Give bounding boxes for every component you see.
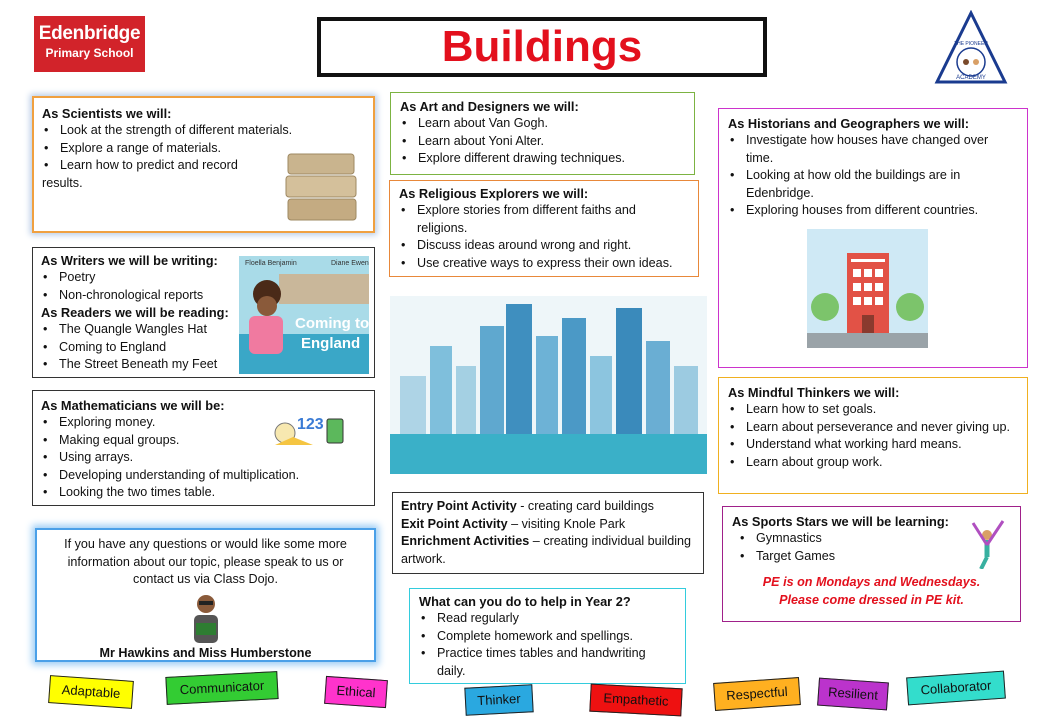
historians-box: [718, 108, 1028, 368]
list-item: • Learn how to predict and record: [42, 157, 365, 175]
value-tag-adaptable: [48, 675, 134, 709]
building-image: [807, 229, 928, 348]
list-item: • Read regularly: [419, 610, 676, 628]
page-title: Buildings: [317, 17, 767, 77]
list-item: • Coming to England: [41, 339, 366, 357]
writers-heading: As Writers we will be writing:: [41, 253, 218, 268]
list-item: • Learn about Van Gogh.: [400, 115, 685, 133]
list-item: • Developing understanding of multiplication.: [41, 467, 366, 485]
academy-logo-top-text: THE PIONEER: [954, 41, 988, 47]
school-logo-name: Edenbridge: [38, 23, 141, 44]
value-tag-label: Resilient: [827, 684, 879, 703]
list-item: • Explore different drawing techniques.: [400, 150, 685, 168]
religious-box: [389, 180, 699, 277]
book-illustrator: Diane Ewen: [331, 260, 369, 267]
enrich-text: – creating individual building artwork.: [401, 534, 692, 566]
list-item: • The Quangle Wangles Hat: [41, 321, 366, 339]
school-logo-subtitle: Primary School: [45, 46, 134, 60]
list-item: • Practice times tables and handwriting daily.: [419, 645, 676, 680]
value-tag-collaborator: [906, 671, 1006, 706]
list-item: • Understand what working hard means.: [728, 436, 1018, 454]
teacher-avatar: [186, 593, 226, 645]
list-item: • Looking the two times table.: [41, 484, 366, 502]
list-item: • Discuss ideas around wrong and right.: [399, 237, 689, 255]
book-author: Floella Benjamin: [245, 260, 297, 267]
list-item: • Poetry: [41, 269, 366, 287]
value-tag-label: Collaborator: [920, 677, 992, 698]
entry-activity: [401, 498, 695, 516]
academy-logo-bottom-text: ACADEMY: [956, 75, 986, 81]
math-tools-image: [273, 407, 345, 447]
list-item: • Exploring houses from different countries.: [728, 202, 1018, 220]
activities-box: [392, 492, 704, 574]
value-tag-label: Ethical: [336, 682, 377, 701]
enrichment-activity: [401, 533, 695, 568]
pe-notice-line1: PE is on Mondays and Wednesdays.: [762, 575, 981, 590]
questions-box: [35, 528, 376, 662]
list-item: • Looking at how old the buildings are in Edenbridge.: [728, 167, 1018, 202]
art-box: [390, 92, 695, 175]
mathematicians-box: [32, 390, 375, 506]
help-heading: What can you do to help in Year 2?: [419, 594, 631, 609]
list-item: • Learn about group work.: [728, 454, 1018, 472]
sports-heading: As Sports Stars we will be learning:: [732, 514, 949, 529]
historians-list: [728, 132, 1018, 220]
list-item: • Learn about perseverance and never giving up.: [728, 419, 1018, 437]
value-tag-thinker: [464, 684, 533, 716]
pe-notice-line2: Please come dressed in PE kit.: [779, 592, 964, 607]
value-tag-communicator: [165, 671, 278, 705]
value-tag-label: Adaptable: [61, 681, 121, 702]
list-item: • Explore stories from different faiths and religions.: [399, 202, 689, 237]
readers-heading: As Readers we will be reading:: [41, 305, 229, 321]
school-logo: [34, 16, 145, 72]
religious-list: [399, 202, 689, 272]
list-item: • Investigate how houses have changed over time.: [728, 132, 1018, 167]
academy-logo: [934, 10, 1008, 86]
value-tag-respectful: [713, 677, 801, 711]
book-title-line2: England: [301, 335, 361, 352]
art-list: [400, 115, 685, 168]
list-item: • Learn how to set goals.: [728, 401, 1018, 419]
exit-activity: [401, 516, 695, 534]
religious-heading: As Religious Explorers we will:: [399, 186, 589, 201]
city-skyline-image: [390, 296, 707, 474]
mindful-list: [728, 401, 1018, 471]
help-box: [409, 588, 686, 684]
mindful-heading: As Mindful Thinkers we will:: [728, 385, 900, 400]
list-item: • Making equal groups.: [41, 432, 366, 450]
help-list: [419, 610, 676, 680]
writers-box: [32, 247, 375, 378]
value-tag-label: Empathetic: [603, 690, 669, 709]
list-item: • The Street Beneath my Feet: [41, 356, 366, 374]
value-tag-resilient: [817, 678, 889, 711]
book-title-line1: Coming to: [295, 315, 369, 332]
list-item: • Exploring money.: [41, 414, 366, 432]
value-tag-label: Thinker: [476, 690, 522, 709]
mathematicians-heading: As Mathematicians we will be:: [41, 398, 225, 413]
exit-text: – visiting Knole Park: [507, 516, 626, 531]
list-item: • Use creative ways to express their own ideas.: [399, 255, 689, 273]
scientists-box: [32, 96, 375, 233]
value-tag-label: Respectful: [725, 683, 789, 704]
list-item: • Gymnastics: [738, 530, 1011, 548]
list-item: • Look at the strength of different materials.: [42, 122, 365, 140]
entry-label: Entry Point Activity: [401, 499, 517, 513]
list-item: • Target Games: [738, 548, 1011, 566]
value-tag-empathetic: [589, 684, 682, 717]
art-heading: As Art and Designers we will:: [400, 99, 579, 114]
gymnast-image: [967, 515, 1009, 569]
list-item: • Using arrays.: [41, 449, 366, 467]
book-cover-image: [239, 256, 369, 374]
enrich-label: Enrichment Activities: [401, 534, 530, 549]
mindful-box: [718, 377, 1028, 494]
sports-box: [722, 506, 1021, 622]
scientists-continuation: results.: [42, 175, 83, 190]
bricks-image: [282, 150, 362, 224]
questions-text: If you have any questions or would like some more information about our topic, please speak to us or contact us via Class Dojo.: [64, 537, 347, 587]
list-item: • Learn about Yoni Alter.: [400, 133, 685, 151]
list-item: • Complete homework and spellings.: [419, 628, 676, 646]
historians-heading: As Historians and Geographers we will:: [728, 116, 970, 131]
math-digits: 123: [297, 416, 324, 433]
list-item: • Non-chronological reports: [41, 287, 366, 305]
exit-label: Exit Point Activity: [401, 516, 508, 531]
list-item: • Explore a range of materials.: [42, 140, 365, 158]
scientists-heading: As Scientists we will:: [42, 106, 172, 121]
teachers-names: Mr Hawkins and Miss Humberstone: [99, 645, 312, 660]
value-tag-ethical: [324, 676, 388, 708]
entry-text: - creating card buildings: [516, 499, 654, 513]
value-tag-label: Communicator: [179, 677, 265, 698]
